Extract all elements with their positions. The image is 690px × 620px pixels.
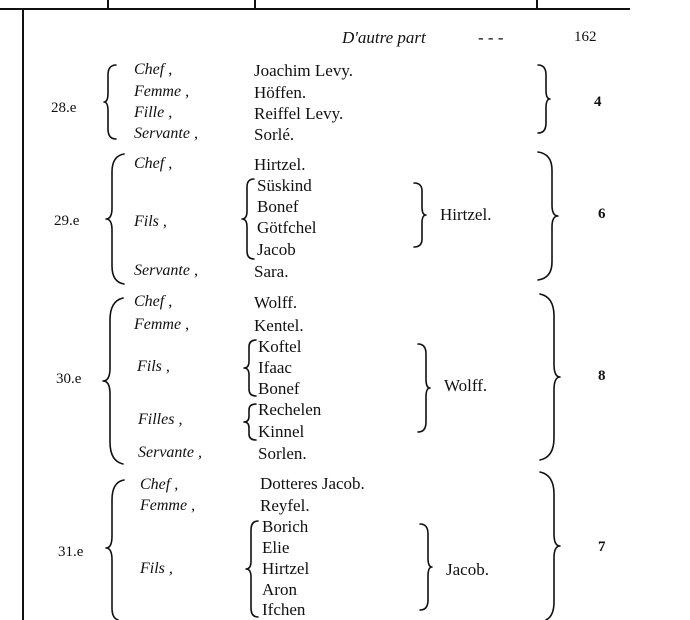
family-surname: Jacob. xyxy=(446,560,489,579)
family-brace xyxy=(103,296,127,466)
family-brace xyxy=(106,478,128,620)
family-count: 6 xyxy=(598,206,606,222)
member-role: Femme , xyxy=(134,83,190,100)
member-name: Götfchel xyxy=(257,218,317,237)
member-role: Fille , xyxy=(134,104,173,121)
member-role: Femme , xyxy=(140,497,196,514)
member-role: Servante , xyxy=(134,262,198,279)
carried-forward-dashes: - - - xyxy=(478,28,504,47)
family-count-brace xyxy=(538,292,562,462)
daughters-brace xyxy=(244,402,258,442)
member-name: Dotteres Jacob. xyxy=(260,474,365,493)
family-count-brace xyxy=(538,470,562,620)
member-name: Sara. xyxy=(254,262,289,281)
member-name: Borich xyxy=(262,517,309,536)
member-name: Jacob xyxy=(257,240,296,259)
member-name: Rechelen xyxy=(258,400,322,419)
member-name: Höffen. xyxy=(254,83,307,102)
family-number: 29.e xyxy=(54,213,80,229)
member-role: Chef , xyxy=(134,293,173,310)
member-name: Hirtzel. xyxy=(254,155,306,174)
member-name: Wolff. xyxy=(254,293,298,312)
carried-forward-label: D'autre part xyxy=(342,28,426,47)
member-role: Servante , xyxy=(134,125,198,142)
family-number: 28.e xyxy=(51,100,77,116)
member-name: Elie xyxy=(262,538,290,557)
column-tick-3 xyxy=(536,0,538,9)
family-surname: Hirtzel. xyxy=(440,205,492,224)
member-role: Femme , xyxy=(134,316,190,333)
member-role: Fils , xyxy=(140,560,173,577)
column-tick-2 xyxy=(254,0,256,9)
sons-brace xyxy=(246,519,260,619)
member-role: Fils , xyxy=(137,358,170,375)
family-number: 31.e xyxy=(58,544,84,560)
family-count-brace xyxy=(536,150,560,282)
member-name: Bonef xyxy=(258,379,300,398)
family-count: 8 xyxy=(598,368,606,384)
member-name: Ifchen xyxy=(262,600,306,619)
carried-forward-total: 162 xyxy=(574,29,597,45)
member-name: Süskind xyxy=(257,176,312,195)
member-role: Filles , xyxy=(138,411,183,428)
member-name: Koftel xyxy=(258,337,302,356)
member-name: Sorlé. xyxy=(254,125,295,144)
surname-brace xyxy=(412,181,428,249)
member-role: Servante , xyxy=(138,444,202,461)
member-name: Aron xyxy=(262,580,297,599)
member-role: Chef , xyxy=(140,476,179,493)
family-count: 4 xyxy=(594,94,602,110)
member-name: Kinnel xyxy=(258,422,305,441)
surname-brace xyxy=(416,342,432,434)
member-name: Kentel. xyxy=(254,316,304,335)
member-name: Bonef xyxy=(257,197,299,216)
member-role: Fils , xyxy=(134,213,167,230)
member-name: Reiffel Levy. xyxy=(254,104,344,123)
member-role: Chef , xyxy=(134,61,173,78)
member-name: Reyfel. xyxy=(260,496,310,515)
member-name: Hirtzel xyxy=(262,559,310,578)
family-surname: Wolff. xyxy=(444,376,488,395)
sons-brace xyxy=(242,177,256,261)
member-name: Sorlen. xyxy=(258,444,307,463)
family-brace xyxy=(106,152,128,286)
family-count-brace xyxy=(536,63,552,135)
family-brace xyxy=(104,63,120,141)
member-role: Chef , xyxy=(134,155,173,172)
sons-brace xyxy=(244,338,258,398)
family-count: 7 xyxy=(598,539,606,555)
surname-brace xyxy=(418,522,434,612)
column-tick-1 xyxy=(107,0,109,9)
member-name: Ifaac xyxy=(258,358,292,377)
member-name: Joachim Levy. xyxy=(254,61,353,80)
family-number: 30.e xyxy=(56,371,82,387)
left-margin-rule xyxy=(22,8,24,620)
